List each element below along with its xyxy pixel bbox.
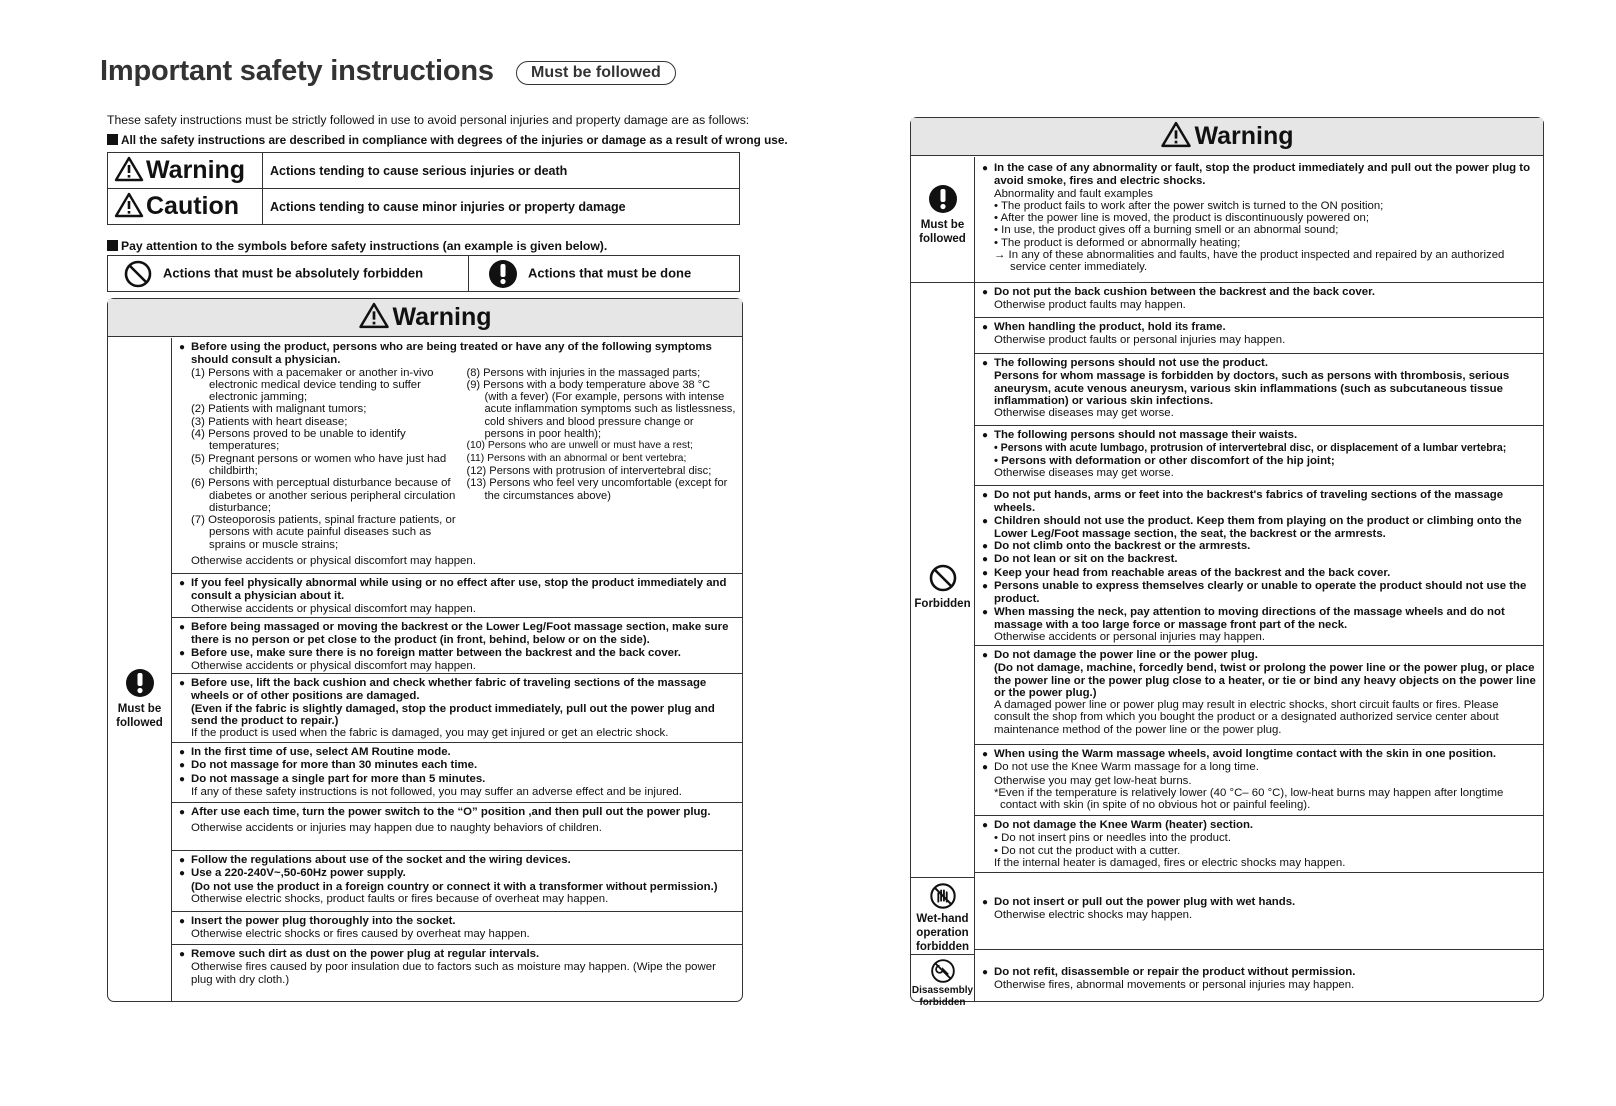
list-item: ● When using the Warm massage wheels, avoid longtime contact with the skin in one position. ● Do not use the Knee Warm massage for a long time. Otherwise you may get low-heat burns. *Even if the temperature is relatively lower (40 °C– 60 °C), low-heat burns may happen after longtime contact with skin (in spite of no obvious hot or painful feeling). [974,745,1543,816]
list-item: ● Remove such dirt as dust on the power plug at regular intervals. Otherwise fires caused by poor insulation due to factors such as moisture may happen. (Wipe the power plug with dry cloth.) [171,945,742,1000]
legend-caution-desc: Actions tending to cause minor injuries or property damage [263,189,740,225]
intro-text: These safety instructions must be strictly followed in use to avoid personal injuries and property damage are as follows: [107,113,750,127]
left-side-column [108,338,172,1001]
list-item: ● Before using the product, persons who are being treated or have any of the following symptoms should consult a physician. (1) Persons with a pacemaker or another in-vivo electronic medical device tending to suffer electronic jamming; (2) Patients with malignant tumors; (3) Patients with heart disease; (4) Persons proved to be unable to identify temperatures; (5) Pregnant persons or women who have just had childbirth; (6) Persons with perceptual disturbance because of diabetes or another serious peripheral circulation disturbance; (7) Osteoporosis patients, spinal fracture patients, or persons with acute painful diseases such as sprains or muscle strains; (8) Persons with injuries in the massaged parts; (9) Persons with a body temperature above 38 °C (with a fever) (For example, persons with intense acute inflammation symptoms such as listlessness, cold shivers and blood pressure change or persons in poor health); (10) Persons who are unwell or must have a rest; (11) Persons with an abnormal or bent vertebra; (12) Persons with protrusion of intervertebral disc; (13) Persons who feel very uncomfortable (except for the circumstances above) Otherwise accidents or physical discomfort may happen. [171,338,742,574]
warning-triangle-icon [358,302,390,329]
mandatory-icon [488,259,518,289]
left-instruction-list [171,338,742,1000]
list-item: ● Before being massaged or moving the backrest or the Lower Leg/Foot massage section, make sure there is no person or pet close to the product (in front, behind, below or on the side). ● Before use, make sure there is no foreign matter between the backrest and the back cover. Otherwise accidents or physical discomfort may happen. [171,618,742,674]
list-item: ● Do not damage the Knee Warm (heater) section. • Do not insert pins or needles into the product. • Do not cut the product with a cutter. If the internal heater is damaged, fires or electric shocks may happen. [974,816,1543,873]
list-item: ● Do not damage the power line or the power plug. (Do not damage, machine, forcedly bend, twist or prolong the power line or the power plug, or place the power line or the power plug close to a heater, or tie or bind any heavy objects on the power line or the power plug.) A damaged power line or power plug may result in electric shocks, short circuit faults or fires. Please consult the shop from which you bought the product or a designated authorized service center about maintenance method of the power line or the power plug. [974,646,1543,745]
list-item: ● If you feel physically abnormal while using or no effect after use, stop the product immediately and consult a physician about it. Otherwise accidents or physical discomfort may happen. [171,574,742,618]
list-item: ● Do not insert or pull out the power plug with wet hands. Otherwise electric shocks may happen. [974,873,1543,950]
list-item: ● Do not refit, disassemble or repair the product without permission. Otherwise fires, abnormal movements or personal injuries may happen. [974,950,1543,1012]
left-box-header: Warning [108,299,742,337]
list-item: ● In the case of any abnormality or fault, stop the product immediately and pull out the power plug to avoid smoke, fires and electric shocks. Abnormality and fault examples • The product fails to work after the power switch is turned to the ON position; • After the power line is moved, the product is discontinuously powered on; • In use, the product gives off a burning smell or an abnormal sound; • The product is deformed or abnormally heating; → In any of these abnormalities and faults, have the product inspected and repaired by an authorized service center immediately. [974,157,1543,283]
right-warning-box [910,117,1544,1008]
side-disassembly: Disassembly forbidden [911,955,975,1001]
side-wet-hand: Wet-hand operation forbidden [911,878,975,955]
list-item: ● The following persons should not massage their waists. • Persons with acute lumbago, protrusion of intervertebral disc, or displacement of a lumbar vertebra; • Persons with deformation or other discomfort of the hip joint; Otherwise diseases may get worse. [974,426,1543,486]
list-item: ● Before use, lift the back cushion and check whether fabric of traveling sections of the massage wheels or of other positions are damaged. (Even if the fabric is slightly damaged, stop the product immediately, pull out the power plug and send the product to repair.) If the product is used when the fabric is damaged, you may get injured or get an electric shock. [171,674,742,743]
side-forbidden: Forbidden [911,283,975,878]
warning-triangle-icon [1160,121,1192,148]
mandatory-icon [928,184,958,214]
legend-warning-label: Warning [146,156,246,184]
must-be-followed-label: Must be followed [116,703,163,729]
square-bullet-icon [107,134,118,145]
square-bullet-icon [107,240,118,251]
legend-caution-label: Caution [146,192,240,220]
list-item: ● In the first time of use, select AM Routine mode. ● Do not massage for more than 30 minutes each time. ● Do not massage a single part for more than 5 minutes. If any of these safety instructions is not followed, you may suffer an adverse effect and be injured. [171,743,742,803]
legend-row-warning [108,153,740,189]
warning-triangle-icon [114,156,144,182]
symptom-list-left: (1) Persons with a pacemaker or another in-vivo electronic medical device tending to suffer electronic jamming; (2) Patients with malignant tumors; (3) Patients with heart disease; (4) Persons proved to be unable to identify temperatures; (5) Pregnant persons or women who have just had childbirth; (6) Persons with perceptual disturbance because of diabetes or another serious peripheral circulation disturbance; (7) Osteoporosis patients, spinal fracture patients, or persons with acute painful diseases such as sprains or muscle strains; [191,366,456,551]
side-must-be-followed: Must be followed [911,157,975,283]
symptom-list-right: (8) Persons with injuries in the massaged parts; (9) Persons with a body temperature above 38 °C (with a fever) (For example, persons with intense acute inflammation symptoms such as listlessness, cold shivers and blood pressure change or persons in poor health); (10) Persons who are unwell or must have a rest; (11) Persons with an abnormal or bent vertebra; (12) Persons with protrusion of intervertebral disc; (13) Persons who feel very uncomfortable (except for the circumstances above) [466,366,736,502]
must-be-followed-badge: Must be followed [516,61,676,85]
forbidden-icon [123,259,153,289]
wet-hand-forbidden-icon [929,882,957,910]
mandatory-legend-label: Actions that must be done [528,264,692,280]
forbidden-legend-label: Actions that must be absolutely forbidden [163,264,424,280]
symbols-note: Pay attention to the symbols before safety instructions (an example is given below). [107,239,607,253]
forbidden-icon [928,563,958,593]
list-item: ● Insert the power plug thoroughly into the socket. Otherwise electric shocks or fires caused by overheat may happen. [171,912,742,945]
intro-degrees-note: All the safety instructions are described in compliance with degrees of the injuries or damage as a result of wrong use. [107,133,788,147]
right-box-header: Warning [911,118,1543,156]
list-item: ● Follow the regulations about use of the socket and the wiring devices. ● Use a 220-240V~,50-60Hz power supply. (Do not use the product in a foreign country or connect it with a transformer without permission.) Otherwise electric shocks, product faults or fires because of overheat may happen. [171,851,742,912]
list-item: ● Do not put hands, arms or feet into the backrest's fabrics of traveling sections of the massage wheels. ● Children should not use the product. Keep them from playing on the product or climbing onto the Lower Leg/Foot massage section, the seat, the backrest or the armrests. ● Do not climb onto the backrest or the armrests. ● Do not lean or sit on the backrest. ● Keep your head from reachable areas of the backrest and the back cover. ● Persons unable to express themselves clearly or unable to operate the product should not use the product. ● When massing the neck, pay attention to moving directions of the massage wheels and do not massage with a too large force or massage front part of the neck. Otherwise accidents or personal injuries may happen. [974,486,1543,646]
disassembly-forbidden-icon [930,958,956,984]
hazard-level-legend [107,152,740,225]
list-item: ● The following persons should not use the product. Persons for whom massage is forbidden by doctors, such as persons with thrombosis, serious aneurysm, acute venous aneurysm, various skin inflammations (such as subcutaneous tissue inflammation) or various skin infections. Otherwise diseases may get worse. [974,354,1543,426]
list-item: ● Do not put the back cushion between the backrest and the back cover. Otherwise product faults may happen. [974,283,1543,318]
list-item: ● When handling the product, hold its frame. Otherwise product faults or personal injuries may happen. [974,318,1543,354]
left-warning-box [107,298,743,1002]
legend-row-caution [108,189,740,225]
right-instruction-list [974,157,1543,1012]
list-item: ● After use each time, turn the power switch to the “O” position ,and then pull out the power plug. Otherwise accidents or injuries may happen due to naughty behaviors of children. [171,803,742,851]
symbol-legend [107,255,740,292]
caution-triangle-icon [114,192,144,218]
mandatory-icon [125,668,155,698]
page-title: Important safety instructions [100,55,494,87]
legend-warning-desc: Actions tending to cause serious injuries or death [263,153,740,189]
